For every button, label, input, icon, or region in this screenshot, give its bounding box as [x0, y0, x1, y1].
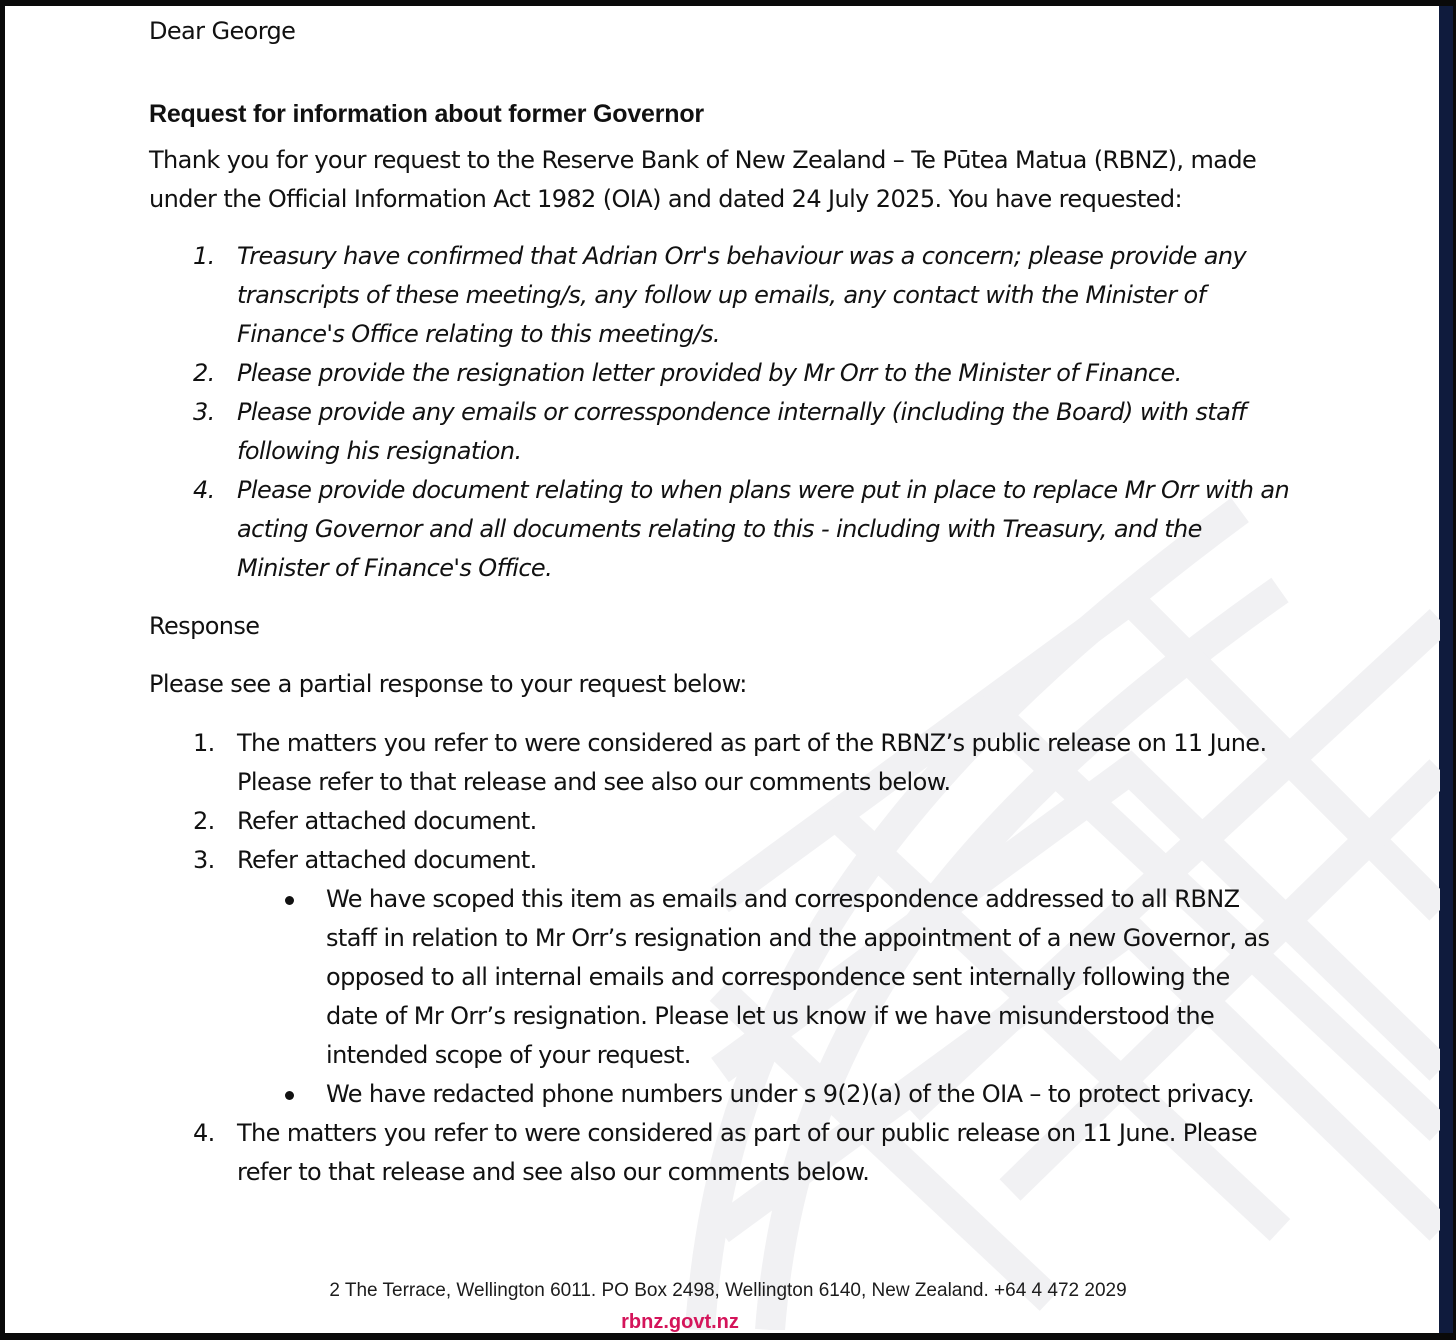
response-number: 4.	[193, 1119, 215, 1147]
request-list	[149, 237, 1289, 588]
intro-paragraph	[149, 141, 1289, 219]
bullet-line: We have redacted phone numbers under s 9(2)(a) of the OIA – to protect privacy.	[326, 1080, 1255, 1108]
greeting: Dear George	[149, 17, 296, 45]
request-number: 1.	[193, 242, 215, 270]
response-list	[149, 724, 1289, 1192]
response-line: The matters you refer to were considered as part of our public release on 11 June. Please	[237, 1119, 1258, 1147]
response-line: The matters you refer to were considered as part of the RBNZ’s public release on 11 June.	[237, 729, 1267, 757]
request-line: Treasury have confirmed that Adrian Orr's behaviour was a concern; please provide any	[237, 242, 1247, 270]
bullet-dot-icon	[285, 896, 294, 905]
intro-line: under the Official Information Act 1982 (OIA) and dated 24 July 2025. You have requested:	[149, 185, 1182, 213]
request-line: Minister of Finance's Office.	[237, 554, 553, 582]
response-item	[149, 802, 1289, 841]
request-item	[149, 471, 1289, 588]
request-item	[149, 354, 1289, 393]
request-line: Please provide the resignation letter provided by Mr Orr to the Minister of Finance.	[237, 359, 1182, 387]
bullet-item	[237, 1075, 1289, 1114]
footer-address: 2 The Terrace, Wellington 6011. PO Box 2498, Wellington 6140, New Zealand. +64 4 472 2029	[329, 1280, 1127, 1301]
bullet-dot-icon	[285, 1091, 294, 1100]
response-item	[149, 1114, 1289, 1192]
response-bullets	[237, 880, 1289, 1114]
request-line: acting Governor and all documents relating to this - including with Treasury, and the	[237, 515, 1202, 543]
response-number: 3.	[193, 846, 215, 874]
request-line: Please provide any emails or corresspondence internally (including the Board) with staff	[237, 398, 1246, 426]
letter-heading: Request for information about former Governor	[149, 100, 704, 128]
bullet-item	[237, 880, 1289, 1075]
response-intro: Please see a partial response to your request below:	[149, 670, 747, 698]
website-link[interactable]: rbnz.govt.nz	[621, 1311, 739, 1333]
request-number: 3.	[193, 398, 215, 426]
response-line: Refer attached document.	[237, 807, 537, 835]
response-number: 2.	[193, 807, 215, 835]
response-number: 1.	[193, 729, 215, 757]
response-line: Please refer to that release and see also our comments below.	[237, 768, 951, 796]
response-heading: Response	[149, 612, 260, 640]
right-edge-stripe	[1439, 6, 1453, 1333]
bullet-line: intended scope of your request.	[326, 1041, 691, 1069]
response-line: Refer attached document.	[237, 846, 537, 874]
request-line: following his resignation.	[237, 437, 522, 465]
page-footer	[0, 1278, 1456, 1335]
request-item	[149, 237, 1289, 354]
request-item	[149, 393, 1289, 471]
response-item	[149, 724, 1289, 802]
response-line: refer to that release and see also our comments below.	[237, 1158, 870, 1186]
bullet-line: opposed to all internal emails and correspondence sent internally following the	[326, 963, 1230, 991]
letter-body	[149, 12, 1289, 1192]
request-number: 4.	[193, 476, 215, 504]
request-line: transcripts of these meeting/s, any follow up emails, any contact with the Minister of	[237, 281, 1206, 309]
intro-line: Thank you for your request to the Reserve Bank of New Zealand – Te Pūtea Matua (RBNZ), made	[149, 146, 1257, 174]
request-number: 2.	[193, 359, 215, 387]
request-line: Finance's Office relating to this meeting/s.	[237, 320, 720, 348]
bullet-line: We have scoped this item as emails and correspondence addressed to all RBNZ	[326, 885, 1240, 913]
bullet-line: staff in relation to Mr Orr’s resignation and the appointment of a new Governor, as	[326, 924, 1270, 952]
request-line: Please provide document relating to when plans were put in place to replace Mr Orr with an	[237, 476, 1290, 504]
response-item	[149, 841, 1289, 1114]
bullet-line: date of Mr Orr’s resignation. Please let us know if we have misunderstood the	[326, 1002, 1215, 1030]
